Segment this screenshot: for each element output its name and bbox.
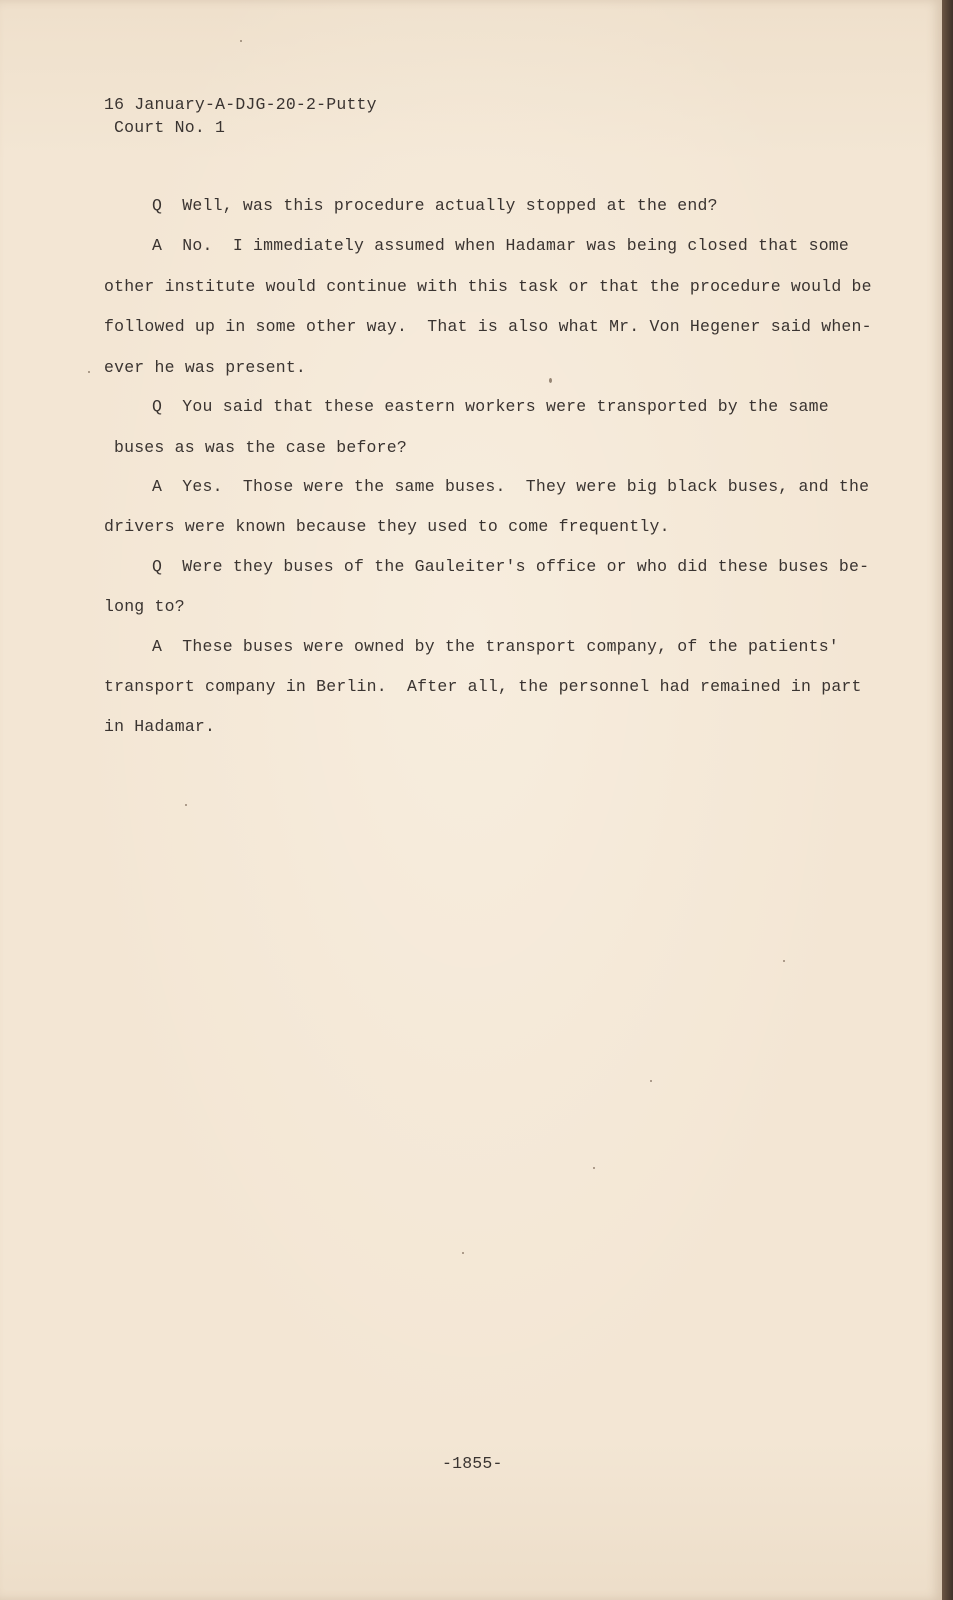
paper-speck [88, 371, 90, 373]
header-court-number: Court No. 1 [114, 118, 226, 137]
transcript-line: Q Were they buses of the Gauleiter's office or who did these buses be- [152, 557, 870, 576]
page-edge-shadow [942, 0, 953, 1600]
page-number: -1855- [442, 1454, 503, 1473]
paper-speck [549, 378, 552, 383]
transcript-line: drivers were known because they used to come frequently. [104, 517, 670, 536]
transcript-line: A These buses were owned by the transport company, of the patients' [152, 637, 839, 656]
header-date-reference: 16 January-A-DJG-20-2-Putty [104, 95, 377, 114]
transcript-line: A No. I immediately assumed when Hadamar was being closed that some [152, 236, 850, 255]
transcript-line: Q Well, was this procedure actually stopped at the end? [152, 196, 718, 215]
transcript-line: A Yes. Those were the same buses. They were big black buses, and the [152, 477, 870, 496]
transcript-line: in Hadamar. [104, 717, 216, 736]
transcript-line: Q You said that these eastern workers were transported by the same [152, 397, 829, 416]
paper-speck [783, 960, 785, 962]
transcript-line: other institute would continue with this task or that the procedure would be [104, 277, 872, 296]
paper-speck [185, 804, 187, 806]
paper-speck [240, 40, 242, 42]
paper-speck [462, 1252, 464, 1254]
transcript-line: buses as was the case before? [114, 438, 407, 457]
paper-speck [650, 1080, 652, 1082]
transcript-line: long to? [104, 597, 185, 616]
transcript-line: ever he was present. [104, 358, 307, 377]
transcript-line: transport company in Berlin. After all, the personnel had remained in part [104, 677, 862, 696]
paper-speck [593, 1167, 595, 1169]
transcript-line: followed up in some other way. That is also what Mr. Von Hegener said when- [104, 317, 872, 336]
